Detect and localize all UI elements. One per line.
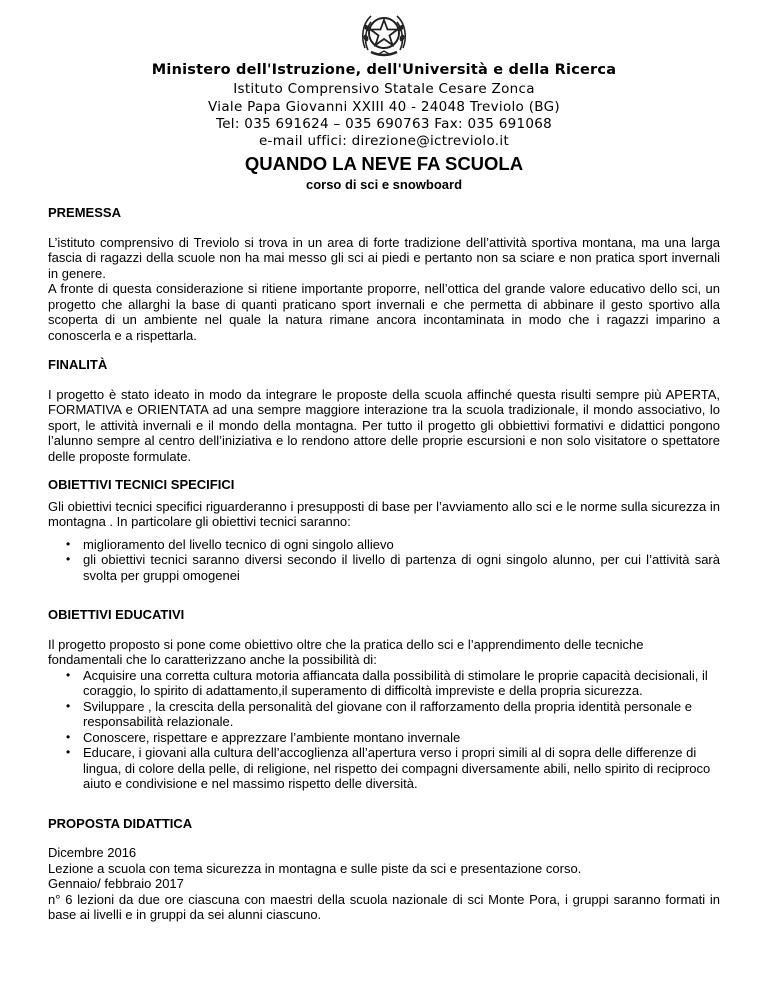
institute-email: e-mail uffici: direzione@ictreviolo.it <box>258 133 510 149</box>
section-heading-premessa: PREMESSA <box>48 205 121 220</box>
list-item: • miglioramento del livello tecnico di ogni singolo allievo <box>83 537 720 553</box>
document-body <box>48 192 720 923</box>
institute-name: Istituto Comprensivo Statale Cesare Zonca <box>233 81 535 97</box>
proposta-text-2: n° 6 lezioni da due ore ciascuna con maestri della scuola nazionale di sci Monte Pora, i gruppi saranno formati in base ai livelli e in gruppi da sei alunni ciascuno. <box>48 891 720 922</box>
obiettivi-tecnici-list <box>48 537 720 584</box>
obiettivi-educativi-list <box>48 668 720 792</box>
list-item: • Educare, i giovani alla cultura dell’accoglienza all’apertura verso i propri simili al di sopra delle differenze di lingua, di colore della pelle, di religione, nel rispetto dei compagni diversamente abili, nello spirito di reciproco aiuto e condivisione e nel massimo rispetto delle diversità. <box>83 745 720 792</box>
premessa-paragraph-2: A fronte di questa considerazione si ritiene importante proporre, nell’ottica del grande valore educativo dello sci, un progetto che allarghi la base di quanti praticano sport invernali e che permetta di abbinare il gesto sportivo alla scoperta di un ambiente nel quale la natura rimane ancora incontaminata in modo che i ragazzi imparino a conoscerla e a rispettarla. <box>48 281 720 343</box>
section-heading-obiettivi-tecnici: OBIETTIVI TECNICI SPECIFICI <box>48 477 235 492</box>
obiettivi-tecnici-intro: Gli obiettivi tecnici specifici riguarderanno i presupposti di base per l’avviamento allo sci e le norme sulla sicurezza in montagna . In particolare gli obiettivi tecnici saranno: <box>48 498 720 529</box>
section-heading-proposta-didattica: PROPOSTA DIDATTICA <box>48 815 193 831</box>
list-item: • Conoscere, rispettare e apprezzare l’ambiente montano invernale <box>83 730 720 746</box>
proposta-text-1: Lezione a scuola con tema sicurezza in montagna e sulle piste da sci e presentazione corso. <box>48 860 582 876</box>
proposta-date-2: Gennaio/ febbraio 2017 <box>48 876 184 891</box>
section-heading-obiettivi-educativi: OBIETTIVI EDUCATIVI <box>48 607 185 622</box>
finalita-paragraph: I progetto è stato ideato in modo da integrare le proposte della scuola affinché questa risulti sempre più APERTA, FORMATIVA e ORIENTATA ad una sempre maggiore interazione tra la scuola tradizionale, il mondo associativo, lo sport, le attività invernali e il mondo della montagna. Per tutto il progetto gli obbiettivi formativi e didattici pongono l’alunno sempre al centro dell’iniziativa e lo rendono attore delle proprie escursioni e non solo visitatore o spettatore delle proposte formulate. <box>48 386 720 464</box>
document-title: QUANDO LA NEVE FA SCUOLA <box>244 153 524 174</box>
proposta-date-1: Dicembre 2016 <box>48 845 137 860</box>
list-item: • Acquisire una corretta cultura motoria affiancata dalla possibilità di stimolare le proprie capacità decisionali, il coraggio, lo spirito di adattamento,il superamento di difficoltà impreviste e della propria sicurezza. <box>83 668 720 699</box>
obiettivi-educativi-intro: Il progetto proposto si pone come obiettivo oltre che la pratica dello sci e l’apprendimento delle tecniche fondamentali che lo caratterizzano anche la possibilità di: <box>48 636 644 667</box>
list-item: • gli obiettivi tecnici saranno diversi secondo il livello di partenza di ogni singolo alunno, per cui l’attività sarà svolta per gruppi omogenei <box>83 552 720 583</box>
section-heading-finalita: FINALITÀ <box>48 357 108 372</box>
document-subtitle: corso di sci e snowboard <box>305 177 463 192</box>
institute-phones: Tel: 035 691624 – 035 690763 Fax: 035 691068 <box>215 116 553 132</box>
list-item: • Sviluppare , la crescita della personalità del giovane con il rafforzamento della propria identità personale e responsabilità relazionale. <box>83 699 720 730</box>
institute-address: Viale Papa Giovanni XXIII 40 - 24048 Treviolo (BG) <box>208 99 560 115</box>
ministry-name: Ministero dell'Istruzione, dell'Università e della Ricerca <box>151 62 617 78</box>
italian-republic-emblem-icon <box>359 8 409 60</box>
premessa-paragraph-1: L’istituto comprensivo di Treviolo si trova in un area di forte tradizione dell’attività sportiva montana, ma una larga fascia di ragazzi della scuole non ha mai messo gli sci ai piedi e pertanto non sa sciare e non pratica sport invernali in genere. <box>48 234 720 281</box>
